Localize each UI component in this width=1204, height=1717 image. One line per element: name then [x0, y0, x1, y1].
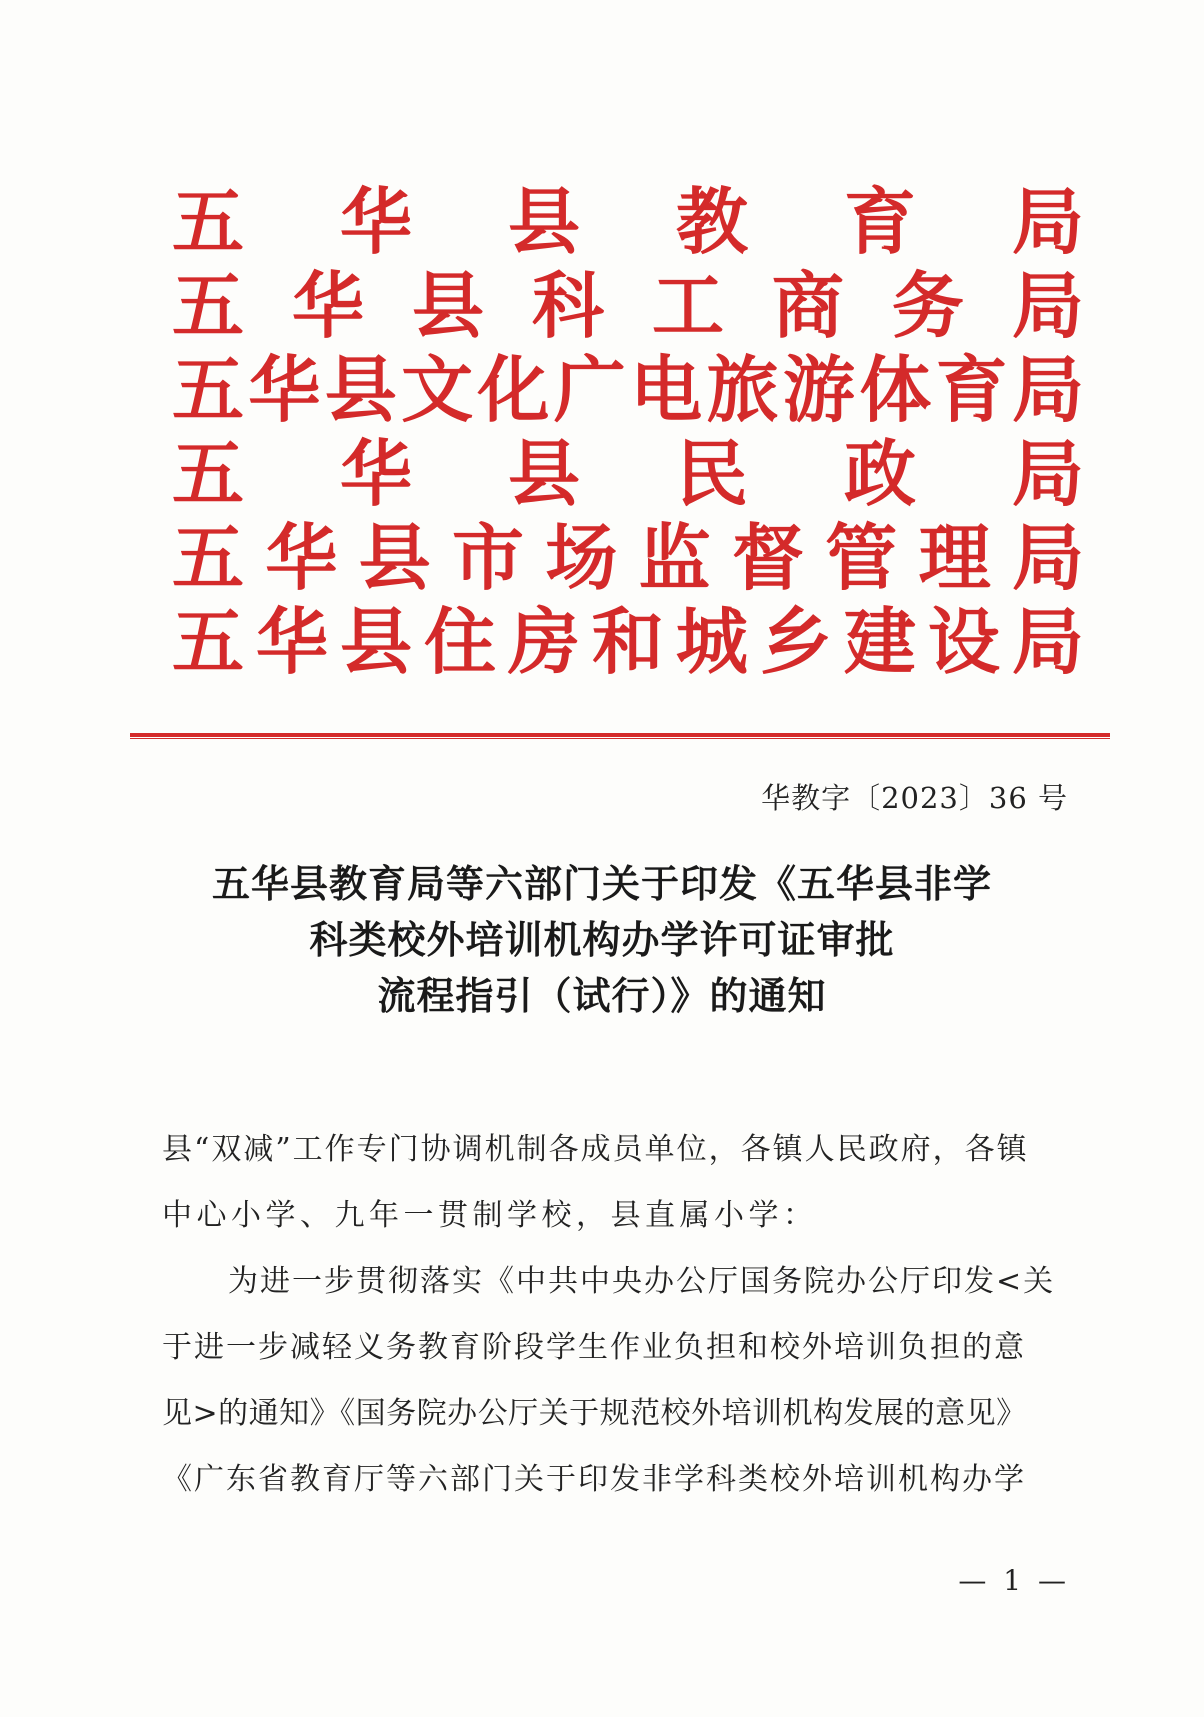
masthead-row-culture-tourism-sports — [172, 348, 1084, 432]
masthead-char: 旅 — [706, 347, 779, 432]
masthead-row-education — [172, 180, 1084, 264]
masthead-char: 华 — [339, 179, 412, 264]
masthead-char: 局 — [1011, 431, 1084, 516]
masthead-char: 房 — [507, 599, 580, 684]
divider-thin-line — [130, 738, 1110, 739]
salutation-line-1: 县“双减”工作专门协调机制各成员单位，各镇人民政府，各镇 — [162, 1132, 1029, 1167]
masthead-char: 务 — [891, 263, 964, 348]
masthead-char: 县 — [358, 515, 431, 600]
masthead-char: 化 — [477, 347, 550, 432]
paragraph-1-line-4: 《广东省教育厅等六部门关于印发非学科类校外培训机构办学 — [162, 1462, 1026, 1497]
masthead-row-civil-affairs — [172, 432, 1084, 516]
masthead-char: 商 — [771, 263, 844, 348]
masthead-char: 五 — [172, 431, 245, 516]
page-number: — 1 — — [958, 1564, 1070, 1597]
masthead-char: 育 — [935, 347, 1008, 432]
masthead-char: 文 — [401, 347, 474, 432]
masthead-char: 县 — [339, 599, 412, 684]
masthead-char: 游 — [782, 347, 855, 432]
masthead-char: 五 — [172, 263, 245, 348]
title-line-1: 五华县教育局等六部门关于印发《五华县非学 — [211, 862, 992, 906]
masthead-char: 教 — [675, 179, 748, 264]
document-number: 华教字〔2023〕36 号 — [761, 781, 1068, 815]
masthead-char: 市 — [451, 515, 524, 600]
divider-thick-line — [130, 733, 1110, 737]
masthead-char: 县 — [507, 179, 580, 264]
document-title — [120, 856, 1084, 1024]
masthead-char: 和 — [591, 599, 664, 684]
masthead-row-housing-construction — [172, 600, 1084, 684]
document-body — [162, 1117, 1082, 1513]
paragraph-1-line-1: 为进一步贯彻落实《中共中央办公厅国务院办公厅印发<关 — [228, 1264, 1056, 1299]
masthead-char: 华 — [265, 515, 338, 600]
masthead-char: 建 — [843, 599, 916, 684]
paragraph-1-line-3: 见>的通知》《国务院办公厅关于规范校外培训机构发展的意见》 — [162, 1396, 1027, 1431]
masthead-char: 政 — [843, 431, 916, 516]
masthead-row-market-supervision — [172, 516, 1084, 600]
masthead-char: 管 — [825, 515, 898, 600]
masthead-char: 乡 — [759, 599, 832, 684]
masthead — [172, 180, 1084, 684]
masthead-char: 县 — [324, 347, 397, 432]
masthead-char: 理 — [918, 515, 991, 600]
masthead-char: 局 — [1011, 515, 1084, 600]
masthead-char: 县 — [411, 263, 484, 348]
masthead-char: 住 — [423, 599, 496, 684]
masthead-char: 华 — [248, 347, 321, 432]
title-line-3: 流程指引（试行）》的通知 — [377, 974, 827, 1018]
masthead-char: 华 — [339, 431, 412, 516]
masthead-char: 城 — [675, 599, 748, 684]
masthead-char: 育 — [843, 179, 916, 264]
masthead-char: 华 — [291, 263, 364, 348]
masthead-char: 县 — [507, 431, 580, 516]
masthead-char: 督 — [731, 515, 804, 600]
masthead-char: 五 — [172, 599, 245, 684]
masthead-divider — [130, 733, 1110, 739]
masthead-char: 局 — [1011, 599, 1084, 684]
masthead-char: 电 — [630, 347, 703, 432]
masthead-char: 体 — [859, 347, 932, 432]
paragraph-1-line-2: 于进一步减轻义务教育阶段学生作业负担和校外培训负担的意 — [162, 1330, 1026, 1365]
masthead-char: 监 — [638, 515, 711, 600]
masthead-char: 五 — [172, 347, 245, 432]
masthead-char: 广 — [553, 347, 626, 432]
masthead-char: 设 — [927, 599, 1000, 684]
masthead-char: 工 — [651, 263, 724, 348]
masthead-char: 五 — [172, 179, 245, 264]
masthead-char: 局 — [1011, 179, 1084, 264]
title-line-2: 科类校外培训机构办学许可证审批 — [309, 918, 895, 962]
masthead-char: 局 — [1011, 347, 1084, 432]
masthead-char: 华 — [255, 599, 328, 684]
masthead-char: 局 — [1011, 263, 1084, 348]
masthead-row-science-industry-commerce — [172, 264, 1084, 348]
masthead-char: 民 — [675, 431, 748, 516]
masthead-char: 五 — [172, 515, 245, 600]
masthead-char: 科 — [531, 263, 604, 348]
masthead-char: 场 — [545, 515, 618, 600]
salutation-line-2: 中心小学、九年一贯制学校，县直属小学： — [162, 1198, 818, 1233]
